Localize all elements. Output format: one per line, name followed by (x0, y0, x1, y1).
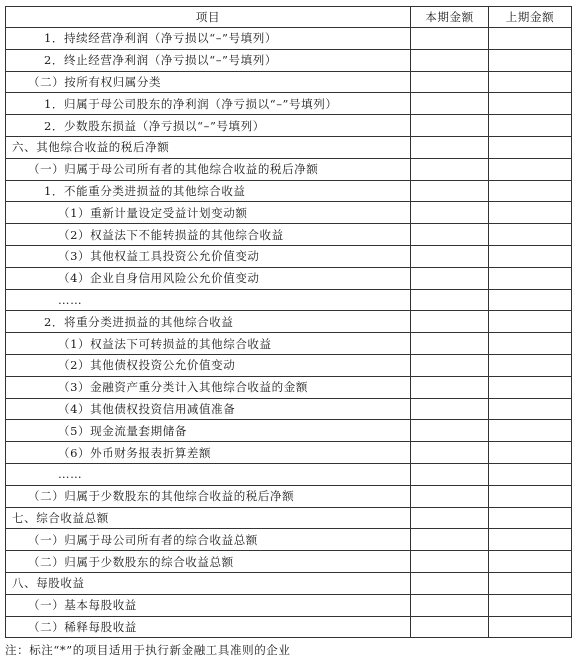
footnote: 注：标注“*”的项目适用于执行新金融工具准则的企业 (5, 643, 291, 657)
table-row (6, 507, 572, 529)
current-period-amount-cell (411, 289, 489, 311)
prior-period-amount-cell (489, 376, 572, 398)
prior-period-amount-cell (489, 115, 572, 137)
prior-period-amount-cell (489, 551, 572, 573)
table-row (6, 71, 572, 93)
prior-period-amount-cell (489, 28, 572, 50)
prior-period-amount-cell (489, 529, 572, 551)
table-row (6, 616, 572, 638)
current-period-amount-cell (411, 71, 489, 93)
current-period-amount-cell (411, 485, 489, 507)
prior-period-amount-cell (489, 158, 572, 180)
prior-period-amount-cell (489, 398, 572, 420)
prior-period-amount-cell (489, 616, 572, 638)
table-row (6, 354, 572, 376)
current-period-amount-cell (411, 398, 489, 420)
current-period-amount-cell (411, 594, 489, 616)
prior-period-amount-cell (489, 136, 572, 158)
current-period-amount-cell (411, 376, 489, 398)
current-period-amount-cell (411, 180, 489, 202)
prior-period-amount-cell (489, 507, 572, 529)
table-body (6, 28, 572, 638)
row-item-label: …… (6, 289, 411, 311)
prior-period-amount-cell (489, 485, 572, 507)
row-item-label: 1．持续经营净利润（净亏损以“–”号填列） (6, 28, 411, 50)
row-item-label: （二）归属于少数股东的综合收益总额 (6, 551, 411, 573)
current-period-amount-cell (411, 267, 489, 289)
current-period-amount-cell (411, 354, 489, 376)
row-item-label: （5）现金流量套期储备 (6, 420, 411, 442)
row-item-label: （二）稀释每股收益 (6, 616, 411, 638)
column-header-item: 项目 (6, 7, 411, 28)
prior-period-amount-cell (489, 289, 572, 311)
current-period-amount-cell (411, 28, 489, 50)
current-period-amount-cell (411, 551, 489, 573)
prior-period-amount-cell (489, 354, 572, 376)
table-row (6, 333, 572, 355)
table-row (6, 202, 572, 224)
row-item-label: （一）归属于母公司所有者的综合收益总额 (6, 529, 411, 551)
row-item-label: 2．终止经营净利润（净亏损以“–”号填列） (6, 49, 411, 71)
current-period-amount-cell (411, 529, 489, 551)
table-row (6, 529, 572, 551)
row-item-label: （二）按所有权归属分类 (6, 71, 411, 93)
row-item-label: （6）外币财务报表折算差额 (6, 442, 411, 464)
current-period-amount-cell (411, 463, 489, 485)
table-row (6, 136, 572, 158)
current-period-amount-cell (411, 224, 489, 246)
prior-period-amount-cell (489, 442, 572, 464)
row-item-label: （2）其他债权投资公允价值变动 (6, 354, 411, 376)
prior-period-amount-cell (489, 71, 572, 93)
prior-period-amount-cell (489, 463, 572, 485)
table-row (6, 28, 572, 50)
table-row (6, 289, 572, 311)
table-row (6, 442, 572, 464)
current-period-amount-cell (411, 202, 489, 224)
row-item-label: 八、每股收益 (6, 572, 411, 594)
current-period-amount-cell (411, 616, 489, 638)
current-period-amount-cell (411, 311, 489, 333)
table-row (6, 180, 572, 202)
current-period-amount-cell (411, 245, 489, 267)
row-item-label: （3）金融资产重分类计入其他综合收益的金额 (6, 376, 411, 398)
prior-period-amount-cell (489, 202, 572, 224)
row-item-label: 2．将重分类进损益的其他综合收益 (6, 311, 411, 333)
row-item-label: 1．归属于母公司股东的净利润（净亏损以“–”号填列） (6, 93, 411, 115)
prior-period-amount-cell (489, 245, 572, 267)
row-item-label: （一）基本每股收益 (6, 594, 411, 616)
table-row (6, 311, 572, 333)
column-header-current-period: 本期金额 (411, 7, 489, 28)
table-row (6, 420, 572, 442)
table-row (6, 49, 572, 71)
table-header-row (6, 7, 572, 28)
prior-period-amount-cell (489, 311, 572, 333)
row-item-label: （2）权益法下不能转损益的其他综合收益 (6, 224, 411, 246)
table-row (6, 245, 572, 267)
row-item-label: 六、其他综合收益的税后净额 (6, 136, 411, 158)
current-period-amount-cell (411, 115, 489, 137)
table-row (6, 267, 572, 289)
prior-period-amount-cell (489, 572, 572, 594)
current-period-amount-cell (411, 572, 489, 594)
prior-period-amount-cell (489, 93, 572, 115)
current-period-amount-cell (411, 420, 489, 442)
table-row (6, 93, 572, 115)
current-period-amount-cell (411, 49, 489, 71)
table-row (6, 224, 572, 246)
table-row (6, 158, 572, 180)
table-row (6, 594, 572, 616)
prior-period-amount-cell (489, 224, 572, 246)
row-item-label: （二）归属于少数股东的其他综合收益的税后净额 (6, 485, 411, 507)
table-row (6, 551, 572, 573)
row-item-label: （1）重新计量设定受益计划变动额 (6, 202, 411, 224)
table-row (6, 115, 572, 137)
prior-period-amount-cell (489, 267, 572, 289)
current-period-amount-cell (411, 442, 489, 464)
prior-period-amount-cell (489, 180, 572, 202)
income-statement-table (5, 6, 572, 638)
table-row (6, 376, 572, 398)
row-item-label: （4）其他债权投资信用减值准备 (6, 398, 411, 420)
prior-period-amount-cell (489, 49, 572, 71)
table-row (6, 463, 572, 485)
table-row (6, 485, 572, 507)
current-period-amount-cell (411, 507, 489, 529)
row-item-label: 1．不能重分类进损益的其他综合收益 (6, 180, 411, 202)
table-row (6, 398, 572, 420)
column-header-prior-period: 上期金额 (489, 7, 572, 28)
row-item-label: （4）企业自身信用风险公允价值变动 (6, 267, 411, 289)
prior-period-amount-cell (489, 594, 572, 616)
current-period-amount-cell (411, 93, 489, 115)
current-period-amount-cell (411, 158, 489, 180)
prior-period-amount-cell (489, 333, 572, 355)
current-period-amount-cell (411, 333, 489, 355)
row-item-label: （一）归属于母公司所有者的其他综合收益的税后净额 (6, 158, 411, 180)
row-item-label: 七、综合收益总额 (6, 507, 411, 529)
current-period-amount-cell (411, 136, 489, 158)
row-item-label: 2．少数股东损益（净亏损以“–”号填列） (6, 115, 411, 137)
row-item-label: （1）权益法下可转损益的其他综合收益 (6, 333, 411, 355)
table-row (6, 572, 572, 594)
prior-period-amount-cell (489, 420, 572, 442)
row-item-label: …… (6, 463, 411, 485)
row-item-label: （3）其他权益工具投资公允价值变动 (6, 245, 411, 267)
